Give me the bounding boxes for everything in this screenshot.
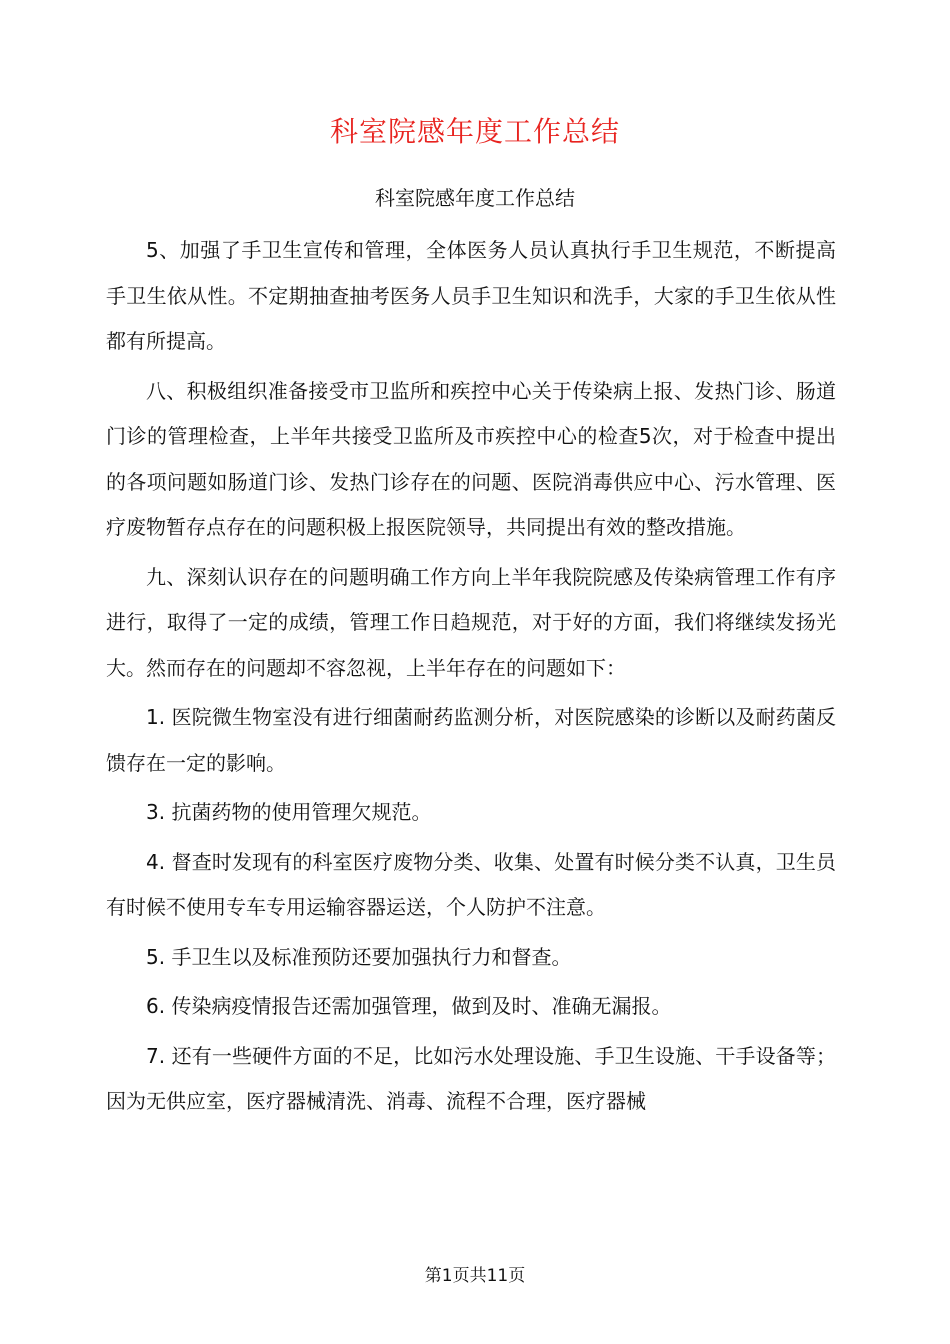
paragraph-issue-3: 3. 抗菌药物的使用管理欠规范。 <box>146 800 432 824</box>
paragraph-hand-hygiene: 5、加强了手卫生宣传和管理，全体医务人员认真执行手卫生规范，不断提高手卫生依从性。不定期抽查抽考医务人员手卫生知识和洗手，大家的手卫生依从性都有所提高。 <box>106 238 836 353</box>
page-number-footer: 第1页共11页 <box>424 1266 526 1286</box>
paragraph-issue-1: 1. 医院微生物室没有进行细菌耐药监测分析，对医院感染的诊断以及耐药菌反馈存在一定的影响。 <box>106 705 836 775</box>
document-title: 科室院感年度工作总结 <box>329 115 620 148</box>
paragraph-issue-5: 5. 手卫生以及标准预防还要加强执行力和督查。 <box>146 944 572 969</box>
document-body <box>106 228 836 1125</box>
paragraph-issue-4: 4. 督查时发现有的科室医疗废物分类、收集、处置有时候分类不认真，卫生员有时候不使用专车专用运输容器运送，个人防护不注意。 <box>106 849 836 919</box>
paragraph-section-eight: 八、积极组织准备接受市卫监所和疾控中心关于传染病上报、发热门诊、肠道门诊的管理检查，上半年共接受卫监所及市疾控中心的检查5次，对于检查中提出的各项问题如肠道门诊、发热门诊存在的问题、医院消毒供应中心、污水管理、医疗废物暂存点存在的问题积极上报医院领导，共同提出有效的整改措施。 <box>106 378 836 539</box>
paragraph-section-nine: 九、深刻认识存在的问题明确工作方向上半年我院院感及传染病管理工作有序进行，取得了一定的成绩，管理工作日趋规范，对于好的方面，我们将继续发扬光大。然而存在的问题却不容忽视，上半年存在的问题如下： <box>106 564 836 680</box>
paragraph-issue-6: 6. 传染病疫情报告还需加强管理，做到及时、准确无漏报。 <box>146 994 672 1018</box>
document-subtitle: 科室院感年度工作总结 <box>375 186 575 210</box>
paragraph-issue-7: 7. 还有一些硬件方面的不足，比如污水处理设施、手卫生设施、干手设备等；因为无供应室，医疗器械清洗、消毒、流程不合理，医疗器械 <box>106 1043 836 1113</box>
